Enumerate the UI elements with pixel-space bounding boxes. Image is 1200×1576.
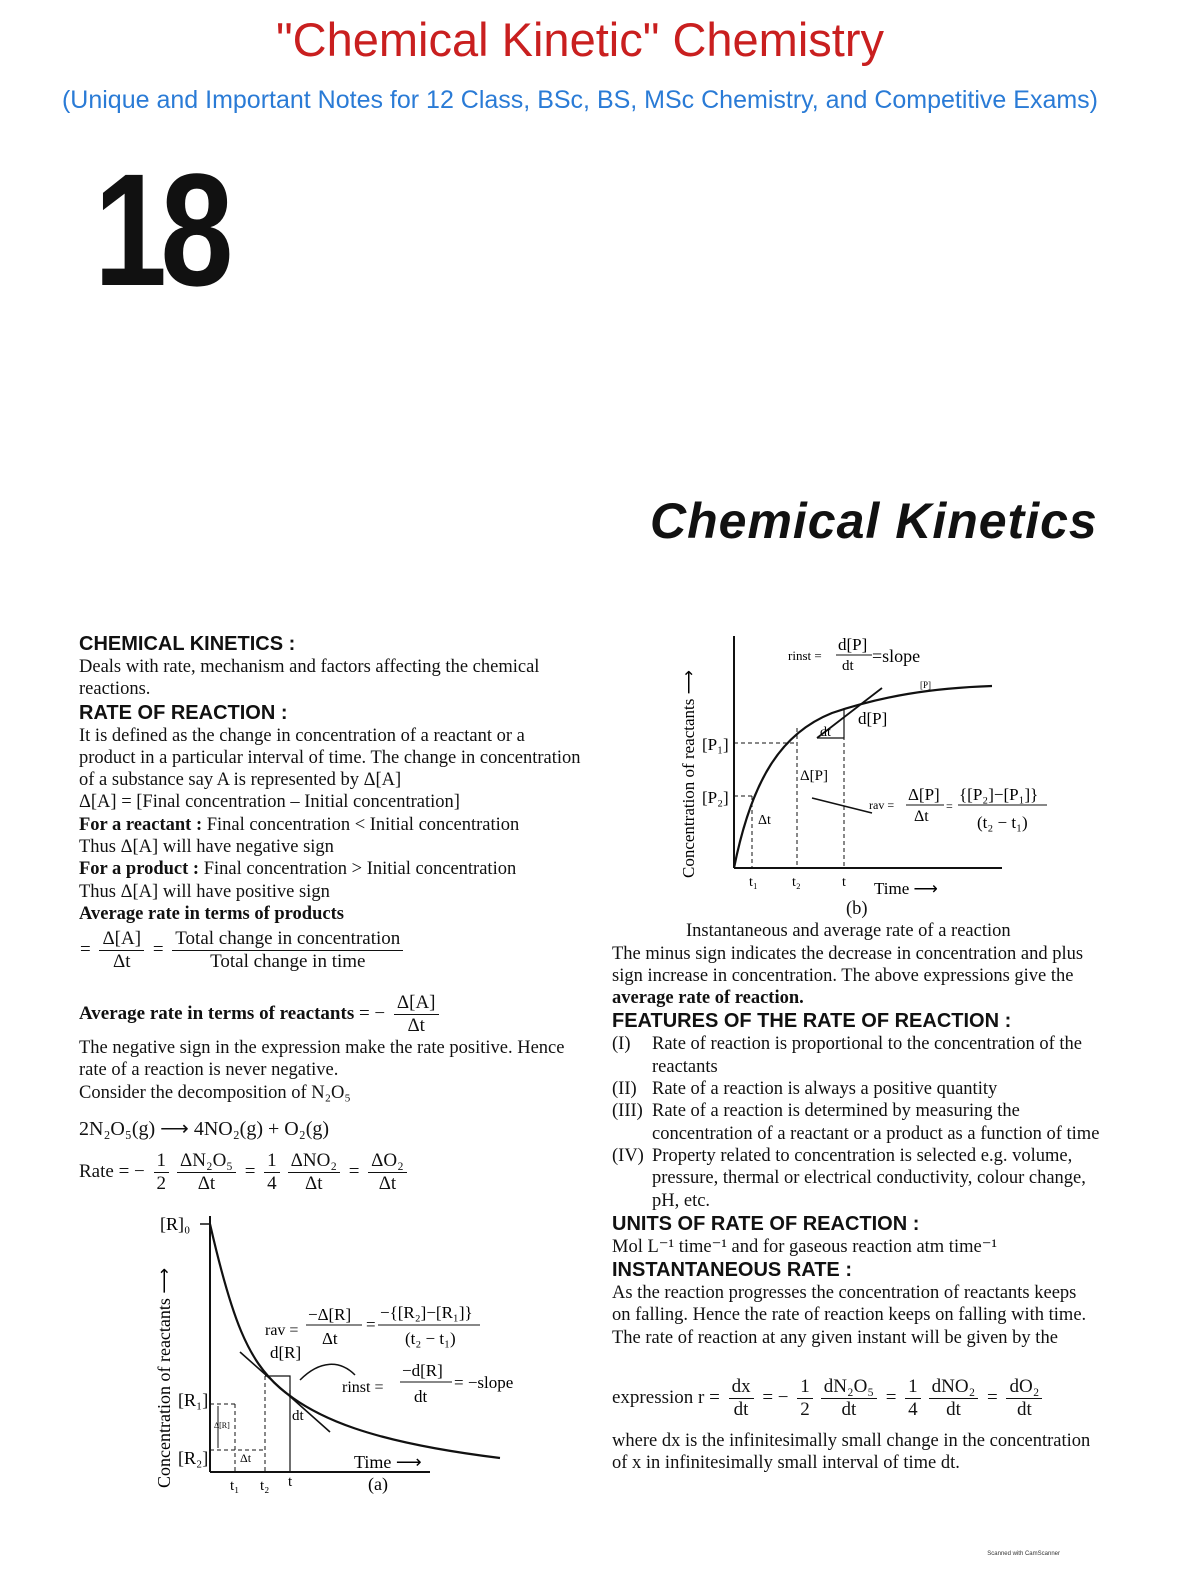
denominator: Δt xyxy=(305,1173,323,1194)
reactant-label: For a reactant : xyxy=(79,814,203,835)
text-line: product in a particular interval of time. The change in concentration xyxy=(79,747,581,768)
figure-b-dt-label: dt xyxy=(820,725,831,740)
denominator: 4 xyxy=(908,1399,918,1420)
rate-term xyxy=(1006,1376,1042,1421)
rate-term xyxy=(288,1150,340,1195)
figure-b-rav-label: rav = xyxy=(869,798,895,812)
figure-b-rinst-label: rinst = xyxy=(788,648,822,663)
figure-b-rav-denominator: Δt xyxy=(914,808,929,825)
figure-a-rinst-denominator: dt xyxy=(414,1387,428,1406)
figure-a-dt-label: dt xyxy=(292,1408,304,1424)
numerator: dNO₂ xyxy=(929,1376,979,1399)
denominator: Δt xyxy=(378,1173,397,1194)
numerator: dO₂ xyxy=(1006,1376,1042,1399)
figure-b-dP-small: Δ[P] xyxy=(800,768,828,784)
feature-text: Property related to concentration is selected e.g. volume, xyxy=(652,1145,1073,1166)
figure-caption: Instantaneous and average rate of a reaction xyxy=(686,921,1011,942)
feature-item xyxy=(612,1078,1117,1100)
figure-b-xlabel: Time ⟶ xyxy=(874,879,938,898)
figure-b-rinst-numerator: d[P] xyxy=(838,635,868,654)
rate-term xyxy=(729,1376,754,1421)
rate-term xyxy=(177,1150,236,1195)
figure-a-xlabel: Time ⟶ xyxy=(354,1452,422,1472)
operator: = − xyxy=(757,1386,794,1408)
page-subtitle: (Unique and Important Notes for 12 Class, BSc, BS, MSc Chemistry, and Competitive Exams) xyxy=(61,86,1099,114)
numerator: dx xyxy=(729,1376,754,1399)
feature-item xyxy=(612,1100,1117,1145)
equation-average-reactants: Average rate in terms of reactants = − $\frac{\Delta[A]}{\Delta t}$ xyxy=(79,992,443,1037)
text-line-bold: average rate of reaction. xyxy=(612,988,804,1009)
numerator: 1 xyxy=(154,1150,170,1173)
rate-term xyxy=(368,1150,407,1195)
operator: = xyxy=(982,1386,1003,1408)
feature-number: (I) xyxy=(612,1034,631,1055)
numerator: 1 xyxy=(797,1376,813,1399)
figure-a-caption: (a) xyxy=(368,1474,388,1494)
figure-b-dP-label: d[P] xyxy=(858,709,888,728)
coefficient xyxy=(154,1150,170,1195)
figure-b-rav-numerator: Δ[P] xyxy=(908,785,940,804)
left-column xyxy=(79,632,589,925)
figure-a xyxy=(140,1210,620,1540)
figure-b-caption: (b) xyxy=(846,899,868,919)
figure-a-r0-label: [R]₀ xyxy=(160,1214,191,1234)
operator: = xyxy=(880,1386,902,1408)
chapter-number: 18 xyxy=(94,140,227,319)
feature-number: (IV) xyxy=(612,1145,644,1166)
right-paragraph-3 xyxy=(612,1430,1122,1475)
figure-b-p-label: [P] xyxy=(920,680,931,690)
text-line: Thus Δ[A] will have negative sign xyxy=(79,837,334,858)
rate-label: Rate = xyxy=(79,1160,130,1182)
operator: − xyxy=(134,1160,150,1182)
reaction-equation: 2N₂O₅(g) ⟶ 4NO₂(g) + O₂(g) xyxy=(79,1118,330,1140)
page-title: "Chemical Kinetic" Chemistry xyxy=(276,13,884,66)
figure-b xyxy=(672,628,1112,923)
units-text: Mol L⁻¹ time⁻¹ and for gaseous reaction atm time⁻¹ xyxy=(612,1236,998,1257)
denominator: Δt xyxy=(197,1173,216,1194)
text-line: on falling. Hence the rate of reaction keeps on falling with time. xyxy=(612,1305,1087,1326)
operator: = xyxy=(239,1160,261,1182)
figure-b-equals: = xyxy=(946,799,953,813)
equation-average-products: = $\frac{\Delta[A]}{\Delta t}$ = $\frac{\text{Total change in concentration}}{\text{Total change in time}}$ xyxy=(80,928,407,973)
text-line: of a substance say A is represented by Δ[A] xyxy=(79,770,402,791)
feature-text: Rate of reaction is proportional to the concentration of the xyxy=(652,1034,1082,1055)
right-column xyxy=(612,898,1117,1349)
numerator: ΔNO₂ xyxy=(288,1150,340,1173)
numerator: 1 xyxy=(264,1150,280,1173)
feature-number: (III) xyxy=(612,1101,643,1122)
denominator: dt xyxy=(1017,1399,1032,1420)
figure-a-r2: [R₂] xyxy=(178,1448,209,1468)
figure-a-equals: = xyxy=(366,1315,376,1334)
expr-label: expression r = xyxy=(612,1386,720,1408)
product-label: For a product : xyxy=(79,859,200,880)
feature-text: reactants xyxy=(652,1056,718,1077)
figure-b-t-label: t xyxy=(842,875,846,890)
figure-a-rav2-denominator: (t₂ − t₁) xyxy=(405,1329,456,1348)
eq-denominator: Total change in time xyxy=(210,951,366,972)
figure-b-dt-small: Δt xyxy=(758,813,771,828)
numerator: ΔO₂ xyxy=(368,1150,407,1173)
left-paragraph-3 xyxy=(79,1037,599,1104)
rate-term xyxy=(929,1376,979,1421)
figure-b-slope-label: =slope xyxy=(872,646,921,666)
feature-text: Rate of a reaction is determined by measuring the xyxy=(652,1101,1020,1122)
figure-b-t1-label: t₁ xyxy=(749,875,758,890)
figure-b-rinst-denominator: dt xyxy=(842,658,854,674)
product-line xyxy=(79,858,589,880)
rate-expression xyxy=(79,1150,411,1195)
denominator: 2 xyxy=(800,1399,810,1420)
figure-a-t2-label: t₂ xyxy=(260,1478,270,1494)
coefficient xyxy=(264,1150,280,1195)
figure-b-secant-arrow xyxy=(812,798,872,813)
figure-a-secant-line xyxy=(240,1352,330,1432)
feature-item xyxy=(612,1033,1117,1078)
figure-a-dR-small: Δ[R] xyxy=(214,1421,230,1430)
numerator: dN₂O₅ xyxy=(821,1376,877,1399)
figure-a-t-label: t xyxy=(288,1474,293,1490)
feature-text: pH, etc. xyxy=(652,1190,711,1211)
figure-a-rav2-numerator: −{[R₂]−[R₁]} xyxy=(380,1303,473,1322)
eq-numerator: Total change in concentration xyxy=(172,928,403,951)
reactant-line xyxy=(79,814,589,836)
denominator: 2 xyxy=(156,1173,167,1194)
text-line: reactions. xyxy=(79,679,151,700)
denominator: 4 xyxy=(267,1173,277,1194)
text-line: sign increase in concentration. The above expressions give the xyxy=(612,965,1074,986)
avg-products-label: Average rate in terms of products xyxy=(79,903,344,924)
numerator: ΔN₂O₅ xyxy=(177,1150,236,1173)
figure-a-ylabel: Concentration of reactants ⟶ xyxy=(154,1267,174,1488)
text-line: rate of a reaction is never negative. xyxy=(79,1060,339,1081)
figure-a-rav-label: rav = xyxy=(265,1322,299,1339)
figure-a-rinst-numerator: −d[R] xyxy=(402,1361,443,1380)
figure-a-rinst-arrow xyxy=(300,1364,355,1380)
figure-a-rav-numerator: −Δ[R] xyxy=(308,1305,352,1324)
rate-term xyxy=(821,1376,877,1421)
text-line: Thus Δ[A] will have positive sign xyxy=(79,881,330,902)
denominator: dt xyxy=(841,1399,857,1420)
text-line: It is defined as the change in concentration of a reactant or a xyxy=(79,725,525,746)
figure-b-ylabel: Concentration of reactants ⟶ xyxy=(679,670,698,878)
coefficient xyxy=(905,1376,921,1421)
feature-text: Rate of a reaction is always a positive quantity xyxy=(652,1079,998,1100)
heading-instantaneous-rate: INSTANTANEOUS RATE : xyxy=(612,1259,852,1282)
operator: = xyxy=(343,1160,365,1182)
figure-a-rinst-label: rinst = xyxy=(342,1379,384,1396)
text-line: The minus sign indicates the decrease in concentration and plus xyxy=(612,943,1084,964)
feature-item xyxy=(612,1145,1117,1212)
figure-b-t2-label: t₂ xyxy=(792,875,801,890)
heading-chemical-kinetics: CHEMICAL KINETICS : xyxy=(79,633,296,655)
denominator: dt xyxy=(733,1399,749,1420)
instantaneous-rate-expression xyxy=(612,1376,1046,1421)
heading-features: FEATURES OF THE RATE OF REACTION : xyxy=(612,1010,1012,1033)
feature-text: concentration of a reactant or a product as a function of time xyxy=(652,1123,1100,1144)
expr-terms xyxy=(725,1376,1047,1420)
text-line: Consider the decomposition of N₂O₅ xyxy=(79,1082,351,1103)
text-line: Deals with rate, mechanism and factors affecting the chemical xyxy=(79,657,540,677)
coefficient xyxy=(797,1376,813,1421)
heading-units: UNITS OF RATE OF REACTION : xyxy=(612,1212,920,1235)
figure-a-r1: [R₁] xyxy=(178,1390,209,1410)
text-line: As the reaction progresses the concentration of reactants keeps xyxy=(612,1283,1077,1304)
figure-b-p1-label: [P₁] xyxy=(702,735,729,754)
figure-b-p2-label: [P₂] xyxy=(702,788,729,807)
brand-title: Chemical Kinetics xyxy=(650,493,1098,549)
numerator: 1 xyxy=(905,1376,921,1399)
avg-reactants-label: Average rate in terms of reactants xyxy=(79,1002,355,1024)
figure-b-rav2-denominator: (t₂ − t₁) xyxy=(977,813,1028,832)
feature-number: (II) xyxy=(612,1079,637,1100)
product-text: Final concentration > Initial concentration xyxy=(199,859,517,880)
features-list xyxy=(612,1033,1117,1211)
text-line: of x in infinitesimally small interval of time dt. xyxy=(612,1453,960,1474)
eq-numerator: Δ[A] xyxy=(394,992,439,1015)
text-line: where dx is the infinitesimally small change in the concentration xyxy=(612,1431,1091,1451)
eq-numerator: Δ[A] xyxy=(99,928,144,951)
heading-rate-of-reaction: RATE OF REACTION : xyxy=(79,701,288,724)
figure-a-dR-label: d[R] xyxy=(270,1343,302,1362)
figure-a-dt-small: Δt xyxy=(240,1451,252,1465)
figure-a-slope-label: = −slope xyxy=(454,1373,514,1392)
figure-a-decay-curve xyxy=(210,1224,500,1458)
scanner-watermark: Scanned with CamScanner xyxy=(987,1551,1060,1557)
reactant-text: Final concentration < Initial concentration xyxy=(202,814,520,835)
text-line: The rate of reaction at any given instant will be given by the xyxy=(612,1327,1058,1348)
eq-denominator: Δt xyxy=(113,951,131,972)
eq-denominator: Δt xyxy=(407,1015,425,1036)
figure-a-t1-label: t₁ xyxy=(230,1478,240,1494)
figure-a-rav-denominator: Δt xyxy=(322,1329,338,1348)
text-line: The negative sign in the expression make the rate positive. Hence xyxy=(79,1038,565,1058)
feature-text: pressure, thermal or electrical conductivity, colour change, xyxy=(652,1168,1086,1189)
text-line: Δ[A] = [Final concentration – Initial concentration] xyxy=(79,792,460,813)
figure-b-rav2-numerator: {[P₂]−[P₁]} xyxy=(959,785,1039,804)
denominator: dt xyxy=(946,1399,961,1420)
